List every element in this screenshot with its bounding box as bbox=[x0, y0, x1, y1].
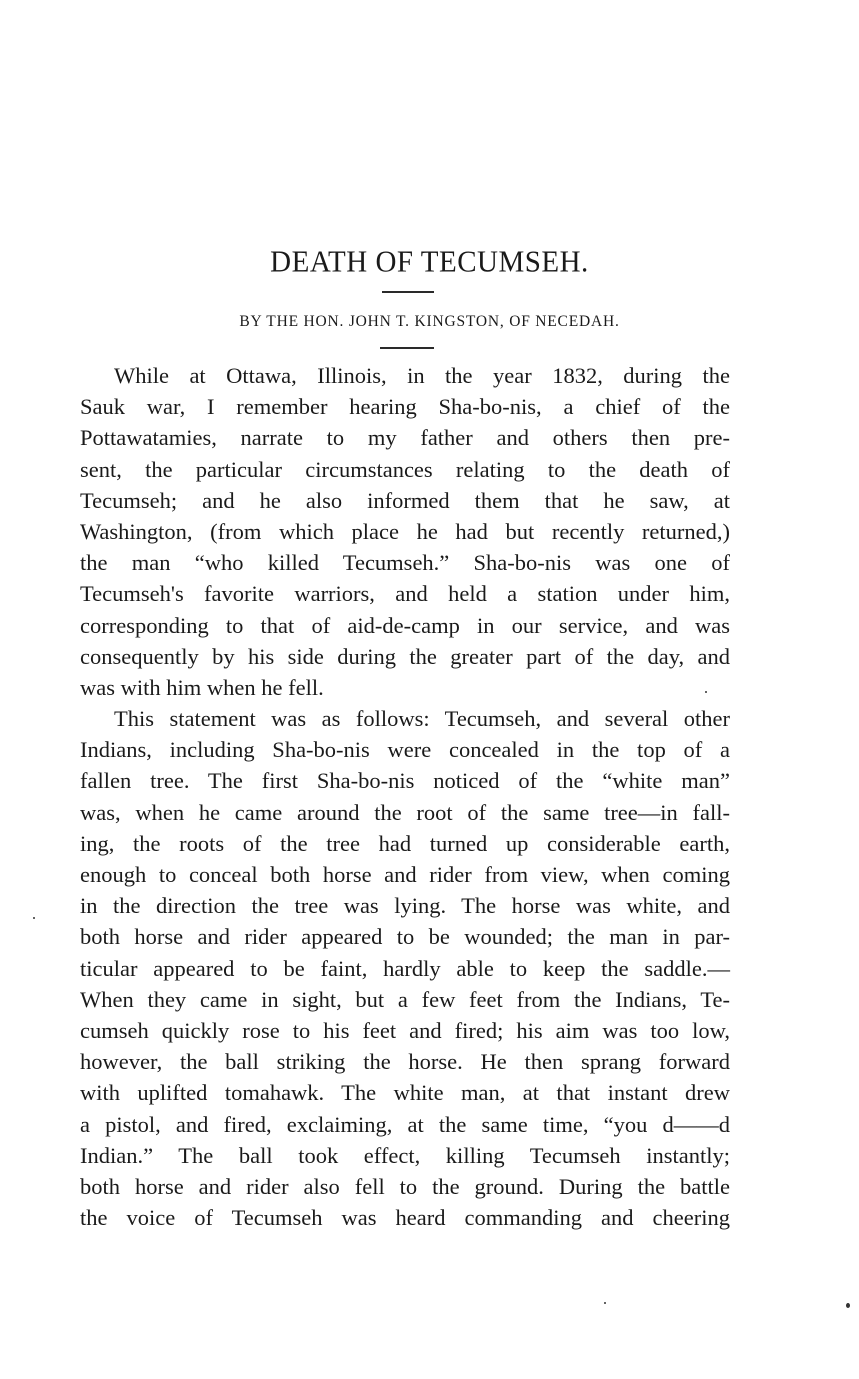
text-line: consequently by his side during the greater part of the day, and bbox=[80, 643, 730, 669]
text-line: Indian.” The ball took effect, killing Tecumseh instantly; bbox=[80, 1142, 730, 1168]
print-speck bbox=[33, 917, 35, 919]
text-line: the voice of Tecumseh was heard commanding and cheering bbox=[80, 1205, 730, 1231]
text-line: a pistol, and fired, exclaiming, at the same time, “you d——d bbox=[80, 1111, 730, 1137]
paragraph-1 bbox=[80, 360, 730, 703]
text-line: enough to conceal both horse and rider from view, when coming bbox=[80, 862, 730, 887]
print-speck bbox=[846, 1303, 850, 1308]
text-line: Sauk war, I remember hearing Sha-bo-nis, a chief of the bbox=[80, 394, 730, 420]
text-line: fallen tree. The first Sha-bo-nis noticed of the “white man” bbox=[80, 768, 730, 794]
text-line: Tecumseh; and he also informed them that he saw, at bbox=[80, 487, 730, 513]
text-line: the man “who killed Tecumseh.” Sha-bo-nis was one of bbox=[80, 550, 730, 576]
text-line: with uplifted tomahawk. The white man, at that instant drew bbox=[80, 1080, 730, 1106]
text-line: both horse and rider appeared to be wounded; the man in par- bbox=[80, 924, 730, 950]
text-line: When they came in sight, but a few feet from the Indians, Te- bbox=[80, 986, 730, 1012]
text-line: in the direction the tree was lying. The horse was white, and bbox=[80, 893, 730, 919]
title-rule bbox=[382, 291, 434, 293]
text-line: Pottawatamies, narrate to my father and others then pre- bbox=[80, 425, 730, 451]
text-line: cumseh quickly rose to his feet and fired; his aim was too low, bbox=[80, 1017, 730, 1043]
text-line: Indians, including Sha-bo-nis were concealed in the top of a bbox=[80, 737, 730, 763]
byline-rule bbox=[380, 347, 434, 349]
body-text bbox=[80, 360, 730, 1233]
text-line: was, when he came around the root of the same tree—in fall- bbox=[80, 799, 730, 825]
text-line: While at Ottawa, Illinois, in the year 1832, during the bbox=[114, 363, 730, 388]
page-title: DEATH OF TECUMSEH. bbox=[270, 245, 589, 279]
text-line: This statement was as follows: Tecumseh, and several other bbox=[114, 706, 730, 732]
text-line: ing, the roots of the tree had turned up considerable earth, bbox=[80, 830, 730, 856]
text-line: ticular appeared to be faint, hardly able to keep the saddle.— bbox=[80, 955, 730, 981]
text-line: Washington, (from which place he had but recently returned,) bbox=[80, 518, 730, 544]
text-line: both horse and rider also fell to the ground. During the battle bbox=[80, 1173, 730, 1199]
text-line: Tecumseh's favorite warriors, and held a station under him, bbox=[80, 581, 730, 607]
text-line: sent, the particular circumstances relating to the death of bbox=[80, 456, 730, 482]
byline: BY THE HON. JOHN T. KINGSTON, OF NECEDAH. bbox=[239, 313, 620, 330]
text-line: however, the ball striking the horse. He then sprang forward bbox=[80, 1049, 730, 1075]
text-line: was with him when he fell. bbox=[80, 674, 324, 700]
paragraph-2 bbox=[80, 703, 730, 1233]
print-speck bbox=[604, 1302, 606, 1304]
text-line: corresponding to that of aid-de-camp in our service, and was bbox=[80, 612, 730, 638]
print-speck bbox=[705, 691, 707, 693]
